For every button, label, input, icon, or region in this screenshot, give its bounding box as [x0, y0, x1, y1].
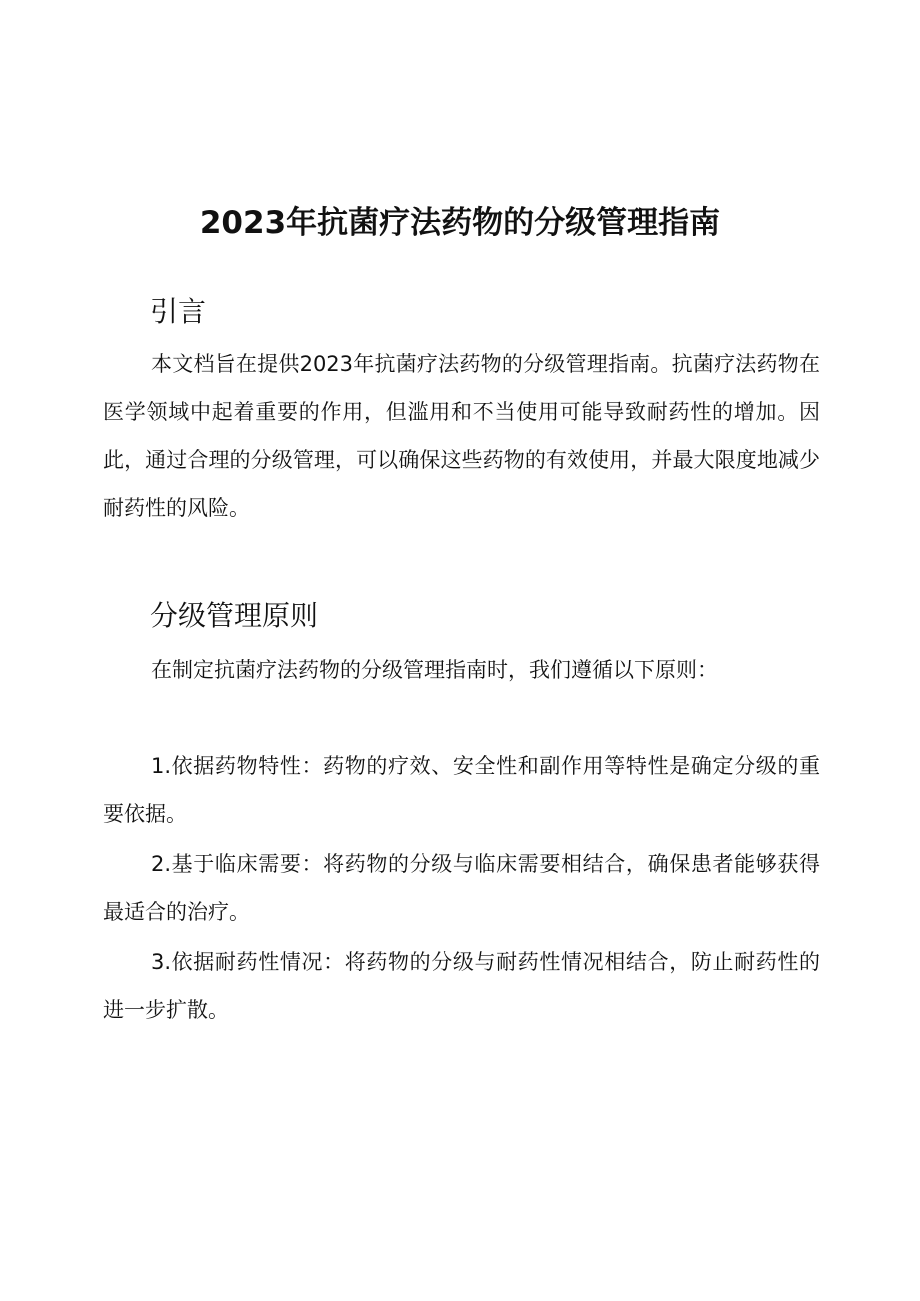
- principle-item-2: 2.基于临床需要：将药物的分级与临床需要相结合，确保患者能够获得最适合的治疗。: [103, 852, 820, 924]
- section-heading-introduction: 引言: [150, 295, 207, 328]
- principle-item-3: 3.依据耐药性情况：将药物的分级与耐药性情况相结合，防止耐药性的进一步扩散。: [103, 950, 820, 1022]
- document-title: 2023年抗菌疗法药物的分级管理指南: [199, 204, 721, 241]
- section-heading-principles: 分级管理原则: [150, 599, 319, 632]
- introduction-paragraph: 本文档旨在提供2023年抗菌疗法药物的分级管理指南。抗菌疗法药物在医学领域中起着重要的作用，但滥用和不当使用可能导致耐药性的增加。因此，通过合理的分级管理，可以确保这些药物的有效使用，并最大限度地减少耐药性的风险。: [103, 352, 820, 520]
- principle-item-1: 1.依据药物特性：药物的疗效、安全性和副作用等特性是确定分级的重要依据。: [103, 754, 820, 826]
- principles-intro-paragraph: 在制定抗菌疗法药物的分级管理指南时，我们遵循以下原则：: [151, 658, 718, 682]
